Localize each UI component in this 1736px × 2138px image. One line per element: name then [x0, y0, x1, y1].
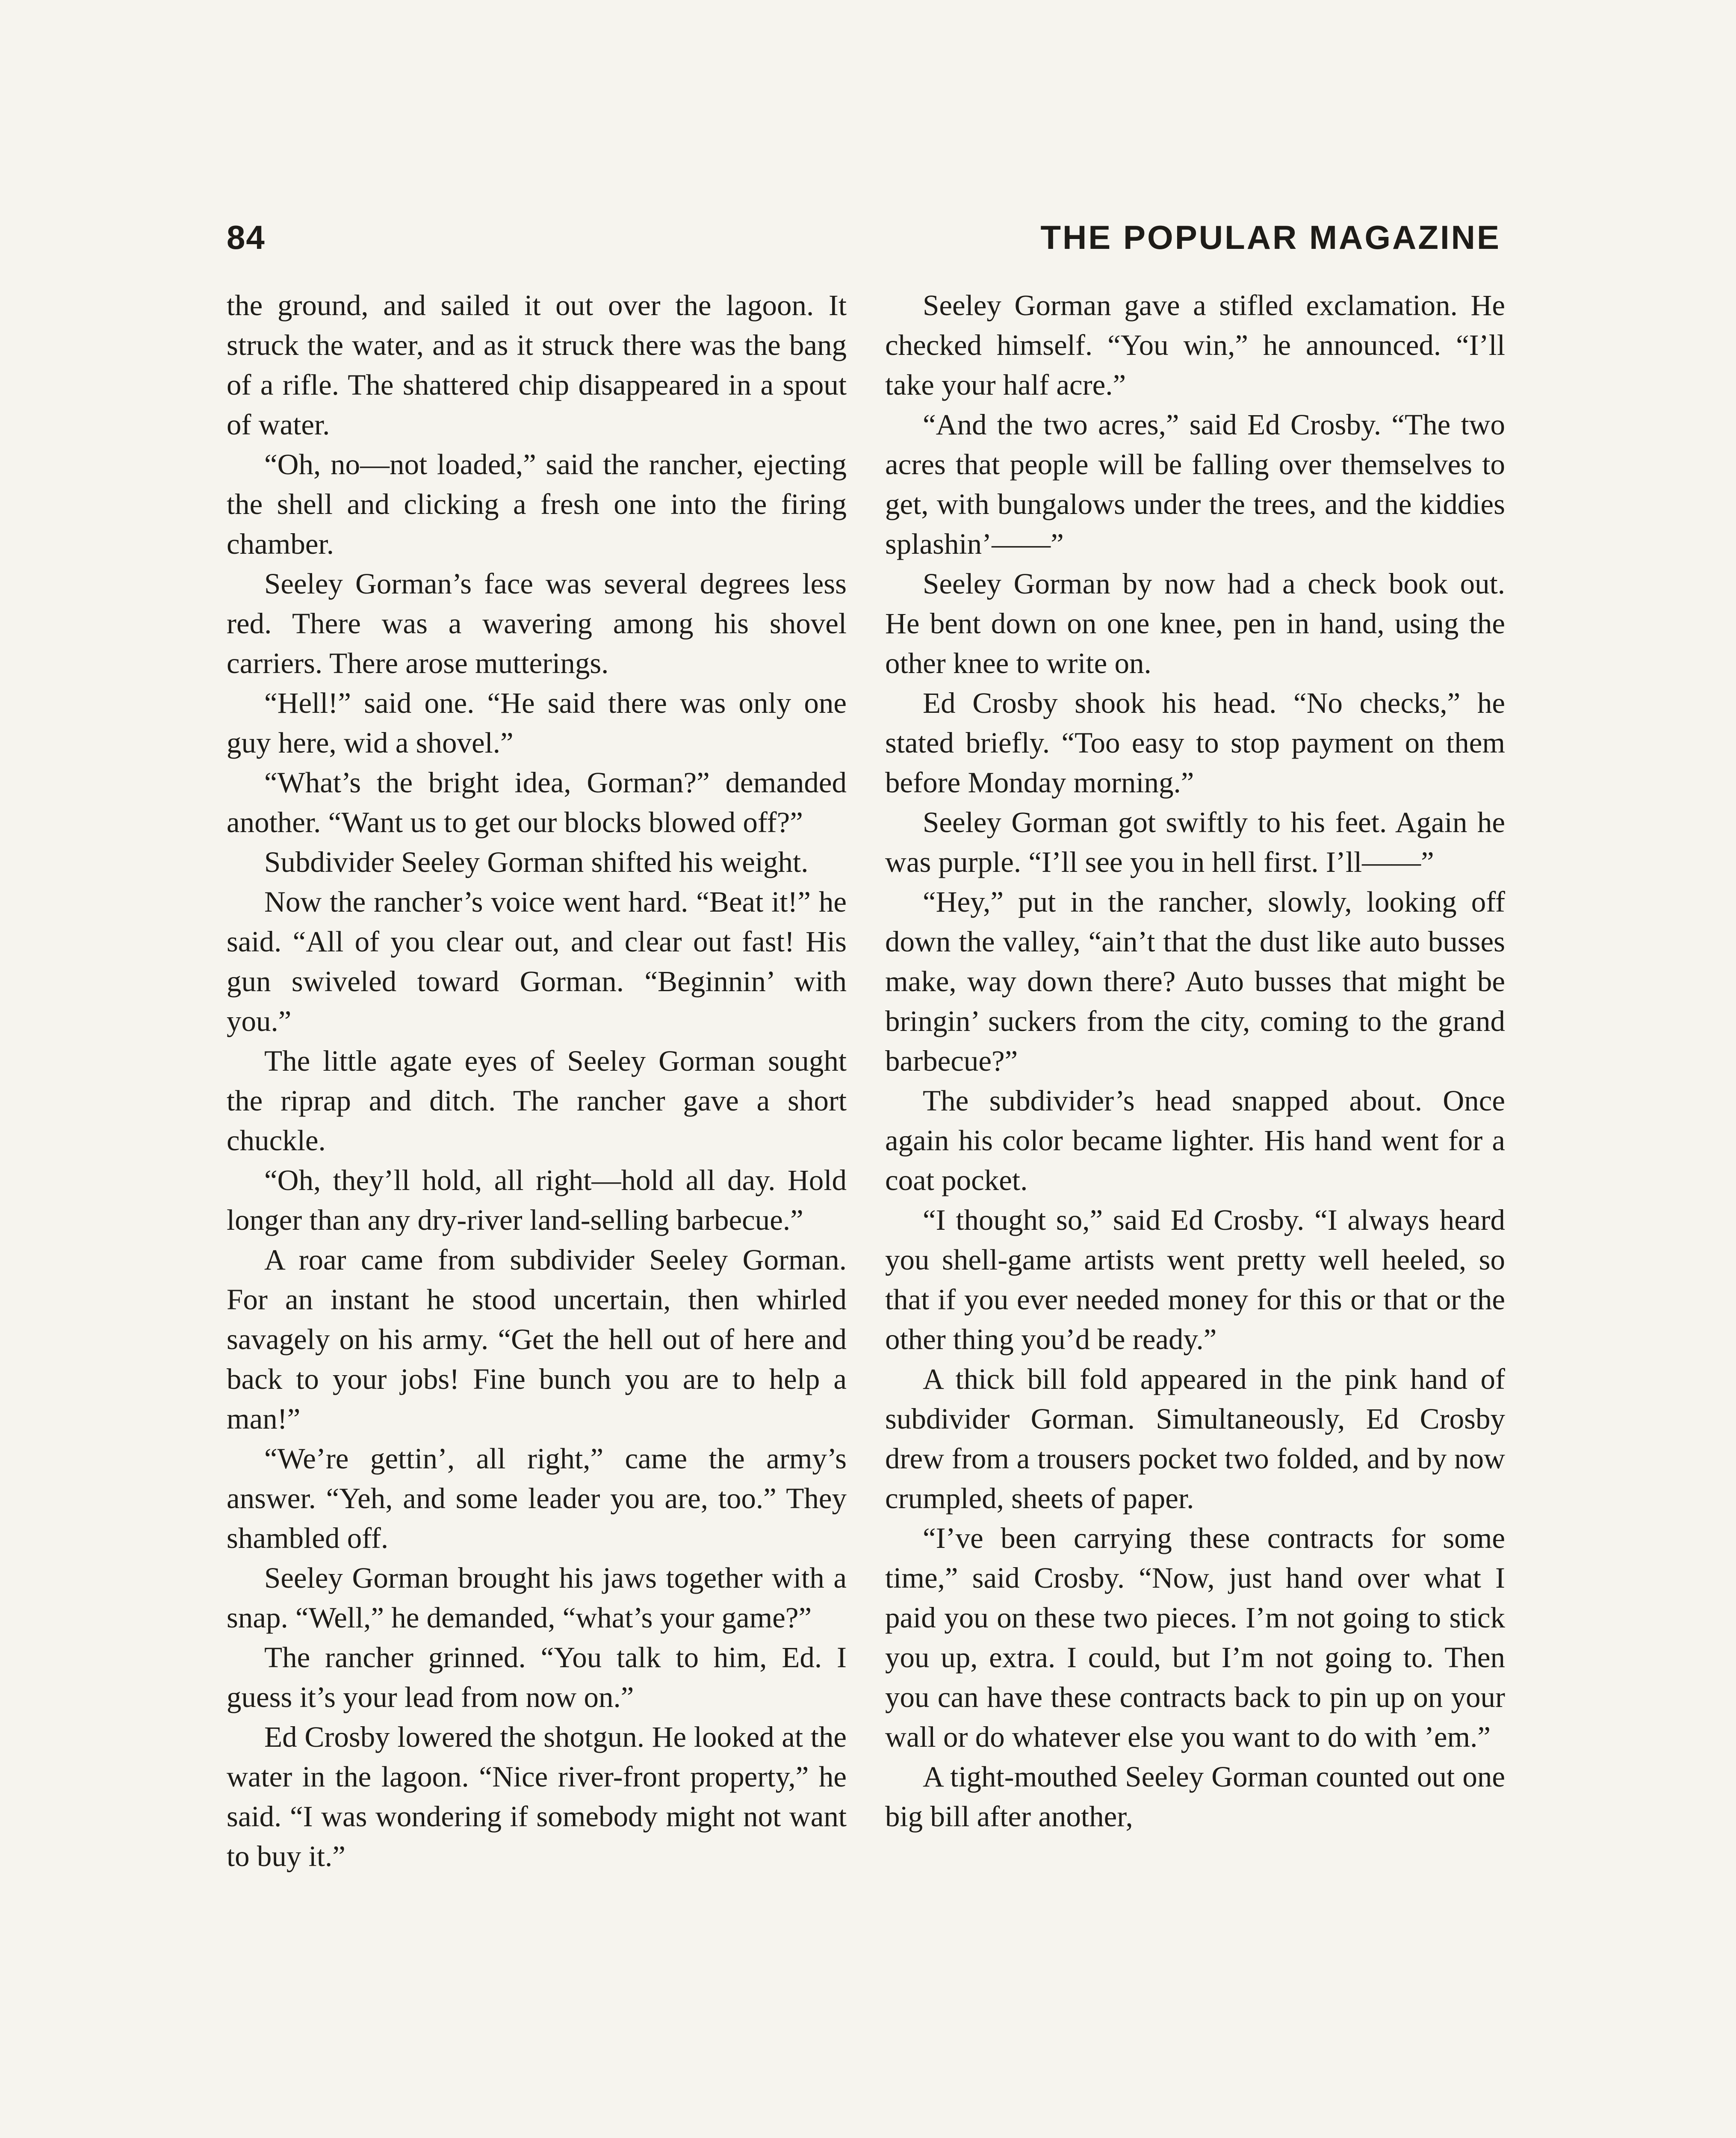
paragraph: Seeley Gorman’s face was several degrees less red. There was a wavering among his shovel carriers. There arose mutterings.	[227, 567, 847, 679]
paragraph: A tight-mouthed Seeley Gorman counted out one big bill after another,	[885, 1760, 1505, 1833]
paragraph: Ed Crosby lowered the shotgun. He looked at the water in the lagoon. “Nice river-front property,” he said. “I was wondering if somebody might not want to buy it.”	[227, 1721, 847, 1872]
paragraph: Now the rancher’s voice went hard. “Beat it!” he said. “All of you clear out, and clear out fast! His gun swiveled toward Gorman. “Beginnin’ with you.”	[227, 886, 847, 1037]
running-head: THE POPULAR MAGAZINE	[1040, 219, 1501, 256]
paragraph: “Oh, no—not loaded,” said the rancher, ejecting the shell and clicking a fresh one into the firing chamber.	[227, 448, 847, 560]
paragraph: Seeley Gorman got swiftly to his feet. Again he was purple. “I’ll see you in hell first. I’ll——”	[885, 806, 1505, 878]
paragraph: “What’s the bright idea, Gorman?” demanded another. “Want us to get our blocks blowed off?”	[227, 766, 847, 839]
text-column-left	[227, 286, 847, 1876]
paragraph: Seeley Gorman gave a stifled exclamation. He checked himself. “You win,” he announced. “I’ll take your half acre.”	[885, 289, 1505, 401]
paragraph: Seeley Gorman by now had a check book out. He bent down on one knee, pen in hand, using the other knee to write on.	[885, 567, 1505, 679]
paragraph: “I thought so,” said Ed Crosby. “I always heard you shell-game artists went pretty well heeled, so that if you ever needed money for this or that or the other thing you’d be ready.”	[885, 1204, 1505, 1355]
text-column-right	[885, 286, 1505, 1837]
page-number: 84	[227, 219, 266, 256]
paragraph: Subdivider Seeley Gorman shifted his weight.	[264, 846, 809, 878]
paragraph: The rancher grinned. “You talk to him, Ed. I guess it’s your lead from now on.”	[227, 1641, 847, 1713]
paragraph: the ground, and sailed it out over the lagoon. It struck the water, and as it struck there was the bang of a rifle. The shattered chip disappeared in a spout of water.	[227, 289, 847, 441]
paragraph: Ed Crosby shook his head. “No checks,” he stated briefly. “Too easy to stop payment on them before Monday morning.”	[885, 687, 1505, 799]
paragraph: “We’re gettin’, all right,” came the army’s answer. “Yeh, and some leader you are, too.” They shambled off.	[227, 1442, 847, 1554]
paragraph: The little agate eyes of Seeley Gorman sought the riprap and ditch. The rancher gave a short chuckle.	[227, 1045, 847, 1157]
paragraph: The subdivider’s head snapped about. Once again his color became lighter. His hand went for a coat pocket.	[885, 1084, 1505, 1196]
paragraph: A thick bill fold appeared in the pink hand of subdivider Gorman. Simultaneously, Ed Crosby drew from a trousers pocket two folded, and by now crumpled, sheets of paper.	[885, 1363, 1505, 1515]
paragraph: “Oh, they’ll hold, all right—hold all day. Hold longer than any dry-river land-selling barbecue.”	[227, 1164, 847, 1236]
paragraph: “Hey,” put in the rancher, slowly, looking off down the valley, “ain’t that the dust like auto busses make, way down there? Auto busses that might be bringin’ suckers from the city, coming to the grand barbecue?”	[885, 886, 1505, 1077]
paragraph: “And the two acres,” said Ed Crosby. “The two acres that people will be falling over themselves to get, with bungalows under the trees, and the kiddies splashin’——”	[885, 408, 1505, 560]
page-header	[227, 214, 1501, 261]
paragraph: Seeley Gorman brought his jaws together with a snap. “Well,” he demanded, “what’s your game?”	[227, 1562, 847, 1634]
paragraph: “Hell!” said one. “He said there was only one guy here, wid a shovel.”	[227, 687, 847, 759]
paragraph: “I’ve been carrying these contracts for some time,” said Crosby. “Now, just hand over what I paid you on these two pieces. I’m not going to stick you up, extra. I could, but I’m not going to. Then you can have these contracts back to pin up on your wall or do whatever else you want to do with ’em.”	[885, 1522, 1505, 1753]
paragraph: A roar came from subdivider Seeley Gorman. For an instant he stood uncertain, then whirled savagely on his army. “Get the hell out of here and back to your jobs! Fine bunch you are to help a man!”	[227, 1243, 847, 1435]
